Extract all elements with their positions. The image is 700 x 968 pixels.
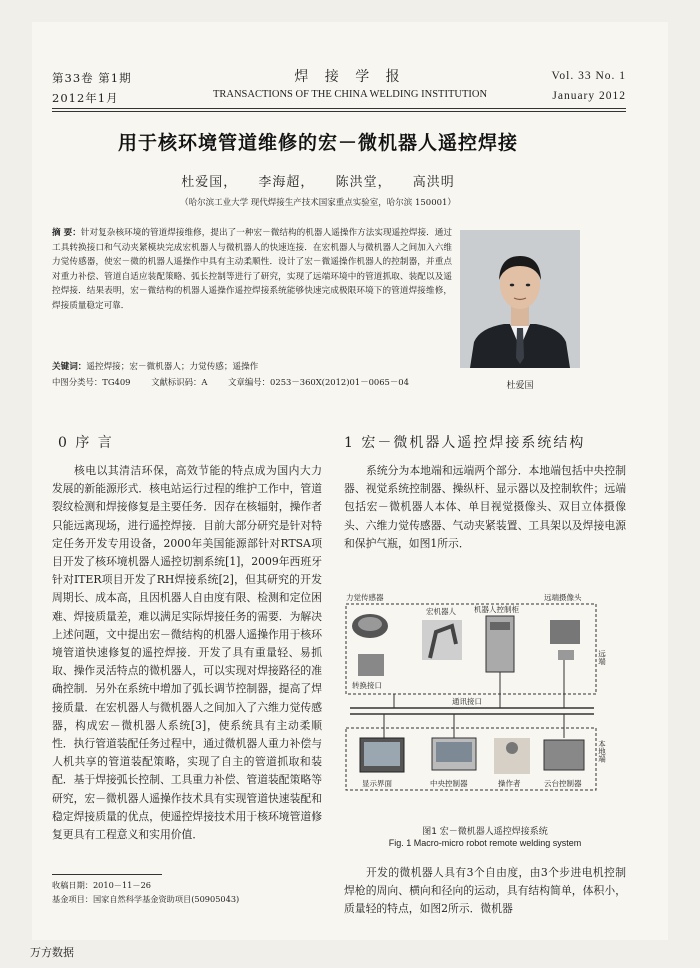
section-body-continued: 开发的微机器人具有3个自由度，由3个步进电机控制焊枪的周向、横向和径向的运动，具有结构简单，体积小，质量轻的特点，如图2所示．微机器 — [344, 866, 626, 916]
author-name: 高洪明 — [412, 175, 455, 190]
photo-caption: 杜爱国 — [506, 381, 534, 391]
footnote-received: 收稿日期：2010－11－26 — [52, 880, 151, 890]
label-central-controller: 中央控制器 — [430, 779, 468, 788]
volume-cn: 第33卷 第1期 — [52, 71, 132, 85]
label-operator: 操作者 — [498, 779, 521, 788]
remote-camera-image — [550, 620, 580, 644]
section-body: 核电以其清洁环保，高效节能的特点成为国内大力发展的新能源形式．核电站运行过程的维护工作中，管道裂纹检测和焊接修复是主要任务．因存在核辐射，操作者只能远离现场，进行遥控焊接．目前大部分研究是针对特定任务开发专用设备，2000年美国能源部针对RTSA项目开发了核环境机器人遥控切割系统[1]，2009年西班牙针对ITER项目开发了RH焊接系统[2]，但其研究的开发周期长、成本高，且因机器人自由度有限、检测和定位困难、焊接质量差，难以满足实际焊接任务的需要．为解决上述问题，文中提出宏－微结构的机器人遥操作用于核环境管道快速修复的遥控焊接．开发了具有重量轻、易抓取、操作灵活特点的微机器人，可以实现对焊接路径的准确控制．另外在系统中增加了弧长调节控制器，提高了焊接质量．在宏机器人与微机器人之间加入了六维力觉传感器，构成宏－微机器人系统[3]，使系统具有主动柔顺性．执行管道装配任务过程中，通过微机器人重力补偿与人机共享的管道装配策略，实现了自主的管道抓取和装配．基于焊接弧长控制、工具重力补偿、管道装配策略等研究，宏－微机器人遥操作技术具有实现管道快速装配和稳定焊接质量的优点，使遥控焊接技术用于核环境管道修复更具有工程意义和实用价值． — [52, 464, 322, 842]
figure-caption-cn: 图1 宏－微机器人遥控焊接系统 — [422, 827, 548, 837]
classification-meta — [52, 376, 472, 388]
journal-title-cn: 焊 接 学 报 — [294, 69, 406, 85]
article-number: 文章编号：0253－360X(2012)01－0065－04 — [228, 377, 409, 387]
header-rule-2 — [52, 111, 626, 112]
volume-en: Vol. 33 No. 1 — [551, 70, 626, 82]
section-body: 系统分为本地端和远端两个部分．本地端包括中央控制器、视觉系统控制器、操纵杆、显示器以及控制软件；远端包括宏－微机器人本体、单目视觉摄像头、双目立体摄像头、六维力觉传感器、气动夹紧装置、工具架以及焊接电源和保护气瓶，如图1所示． — [344, 464, 626, 550]
keywords — [52, 360, 452, 374]
journal-title-en: TRANSACTIONS OF THE CHINA WELDING INSTITUTION — [212, 89, 488, 100]
abstract-label: 摘 要： — [52, 228, 81, 238]
label-pan-tilt: 云台控制器 — [544, 779, 582, 788]
label-macro-robot: 宏机器人 — [426, 607, 456, 616]
figure-1 — [344, 590, 626, 822]
year-cn: 2012年1月 — [52, 91, 119, 105]
author-name: 陈洪堂， — [335, 175, 392, 190]
switch-interface-image — [358, 654, 384, 676]
footnote-rule — [52, 874, 162, 875]
date-en: January 2012 — [552, 90, 626, 102]
author-photo — [460, 230, 580, 368]
label-robot-cabinet: 机器人控制柜 — [474, 605, 519, 614]
pan-tilt-image — [544, 740, 584, 770]
remote-frame — [346, 604, 596, 694]
watermark: 万方数据 — [30, 946, 74, 959]
label-switch-interface: 转换接口 — [352, 681, 382, 690]
section-heading: 1 宏－微机器人遥控焊接系统结构 — [344, 435, 586, 451]
label-remote-end: 远端 — [597, 650, 607, 665]
keywords-label: 关键词： — [52, 362, 87, 372]
abstract-text: 针对复杂核环境的管道焊接维修，提出了一种宏－微结构的机器人遥操作方法实现遥控焊接．通过工具转换接口和气动夹紧模块完成宏机器人与微机器人的快速连接．在宏机器人与微机器人之间加入六维力觉传感器，使宏－微的机器人遥操作中具有主动柔顺性．设计了宏－微遥操作机器人的控制器，并重点对重力补偿、管道自适应装配策略、弧长控制等进行了研究，实现了远端环境中的管道抓取、装配以及遥控焊接．结果表明，宏－微结构的机器人遥操作遥控焊接系统能够快速完成极限环境下的管道焊接维修，焊接质量稳定可靠． — [52, 228, 452, 311]
keywords-text: 遥控焊接；宏－微机器人；力觉传感；遥操作 — [86, 362, 259, 372]
section-heading: 0 序 言 — [58, 435, 114, 451]
label-comm-interface: 通讯接口 — [452, 697, 482, 706]
label-local-end: 本地端 — [597, 740, 607, 763]
label-force-sensor: 力觉传感器 — [346, 593, 384, 602]
author-name: 李海超， — [258, 175, 315, 190]
figure-caption-en: Fig. 1 Macro-micro robot remote welding system — [388, 838, 582, 848]
footnote-fund: 基金项目：国家自然科学基金资助项目(50905043) — [52, 894, 240, 904]
author-name: 杜爱国， — [181, 175, 238, 190]
paper-title: 用于核环境管道维修的宏－微机器人遥控焊接 — [117, 132, 518, 154]
affiliation: （哈尔滨工业大学 现代焊接生产技术国家重点实验室，哈尔滨 150001） — [180, 198, 456, 208]
author-list — [0, 171, 636, 190]
label-remote-camera: 远端摄像头 — [544, 593, 582, 602]
abstract — [52, 226, 452, 313]
label-display: 显示界面 — [362, 779, 392, 788]
header-rule — [52, 108, 626, 109]
clc-number: 中图分类号：TG409 — [52, 377, 131, 387]
doc-code: 文献标识码：A — [151, 377, 208, 387]
